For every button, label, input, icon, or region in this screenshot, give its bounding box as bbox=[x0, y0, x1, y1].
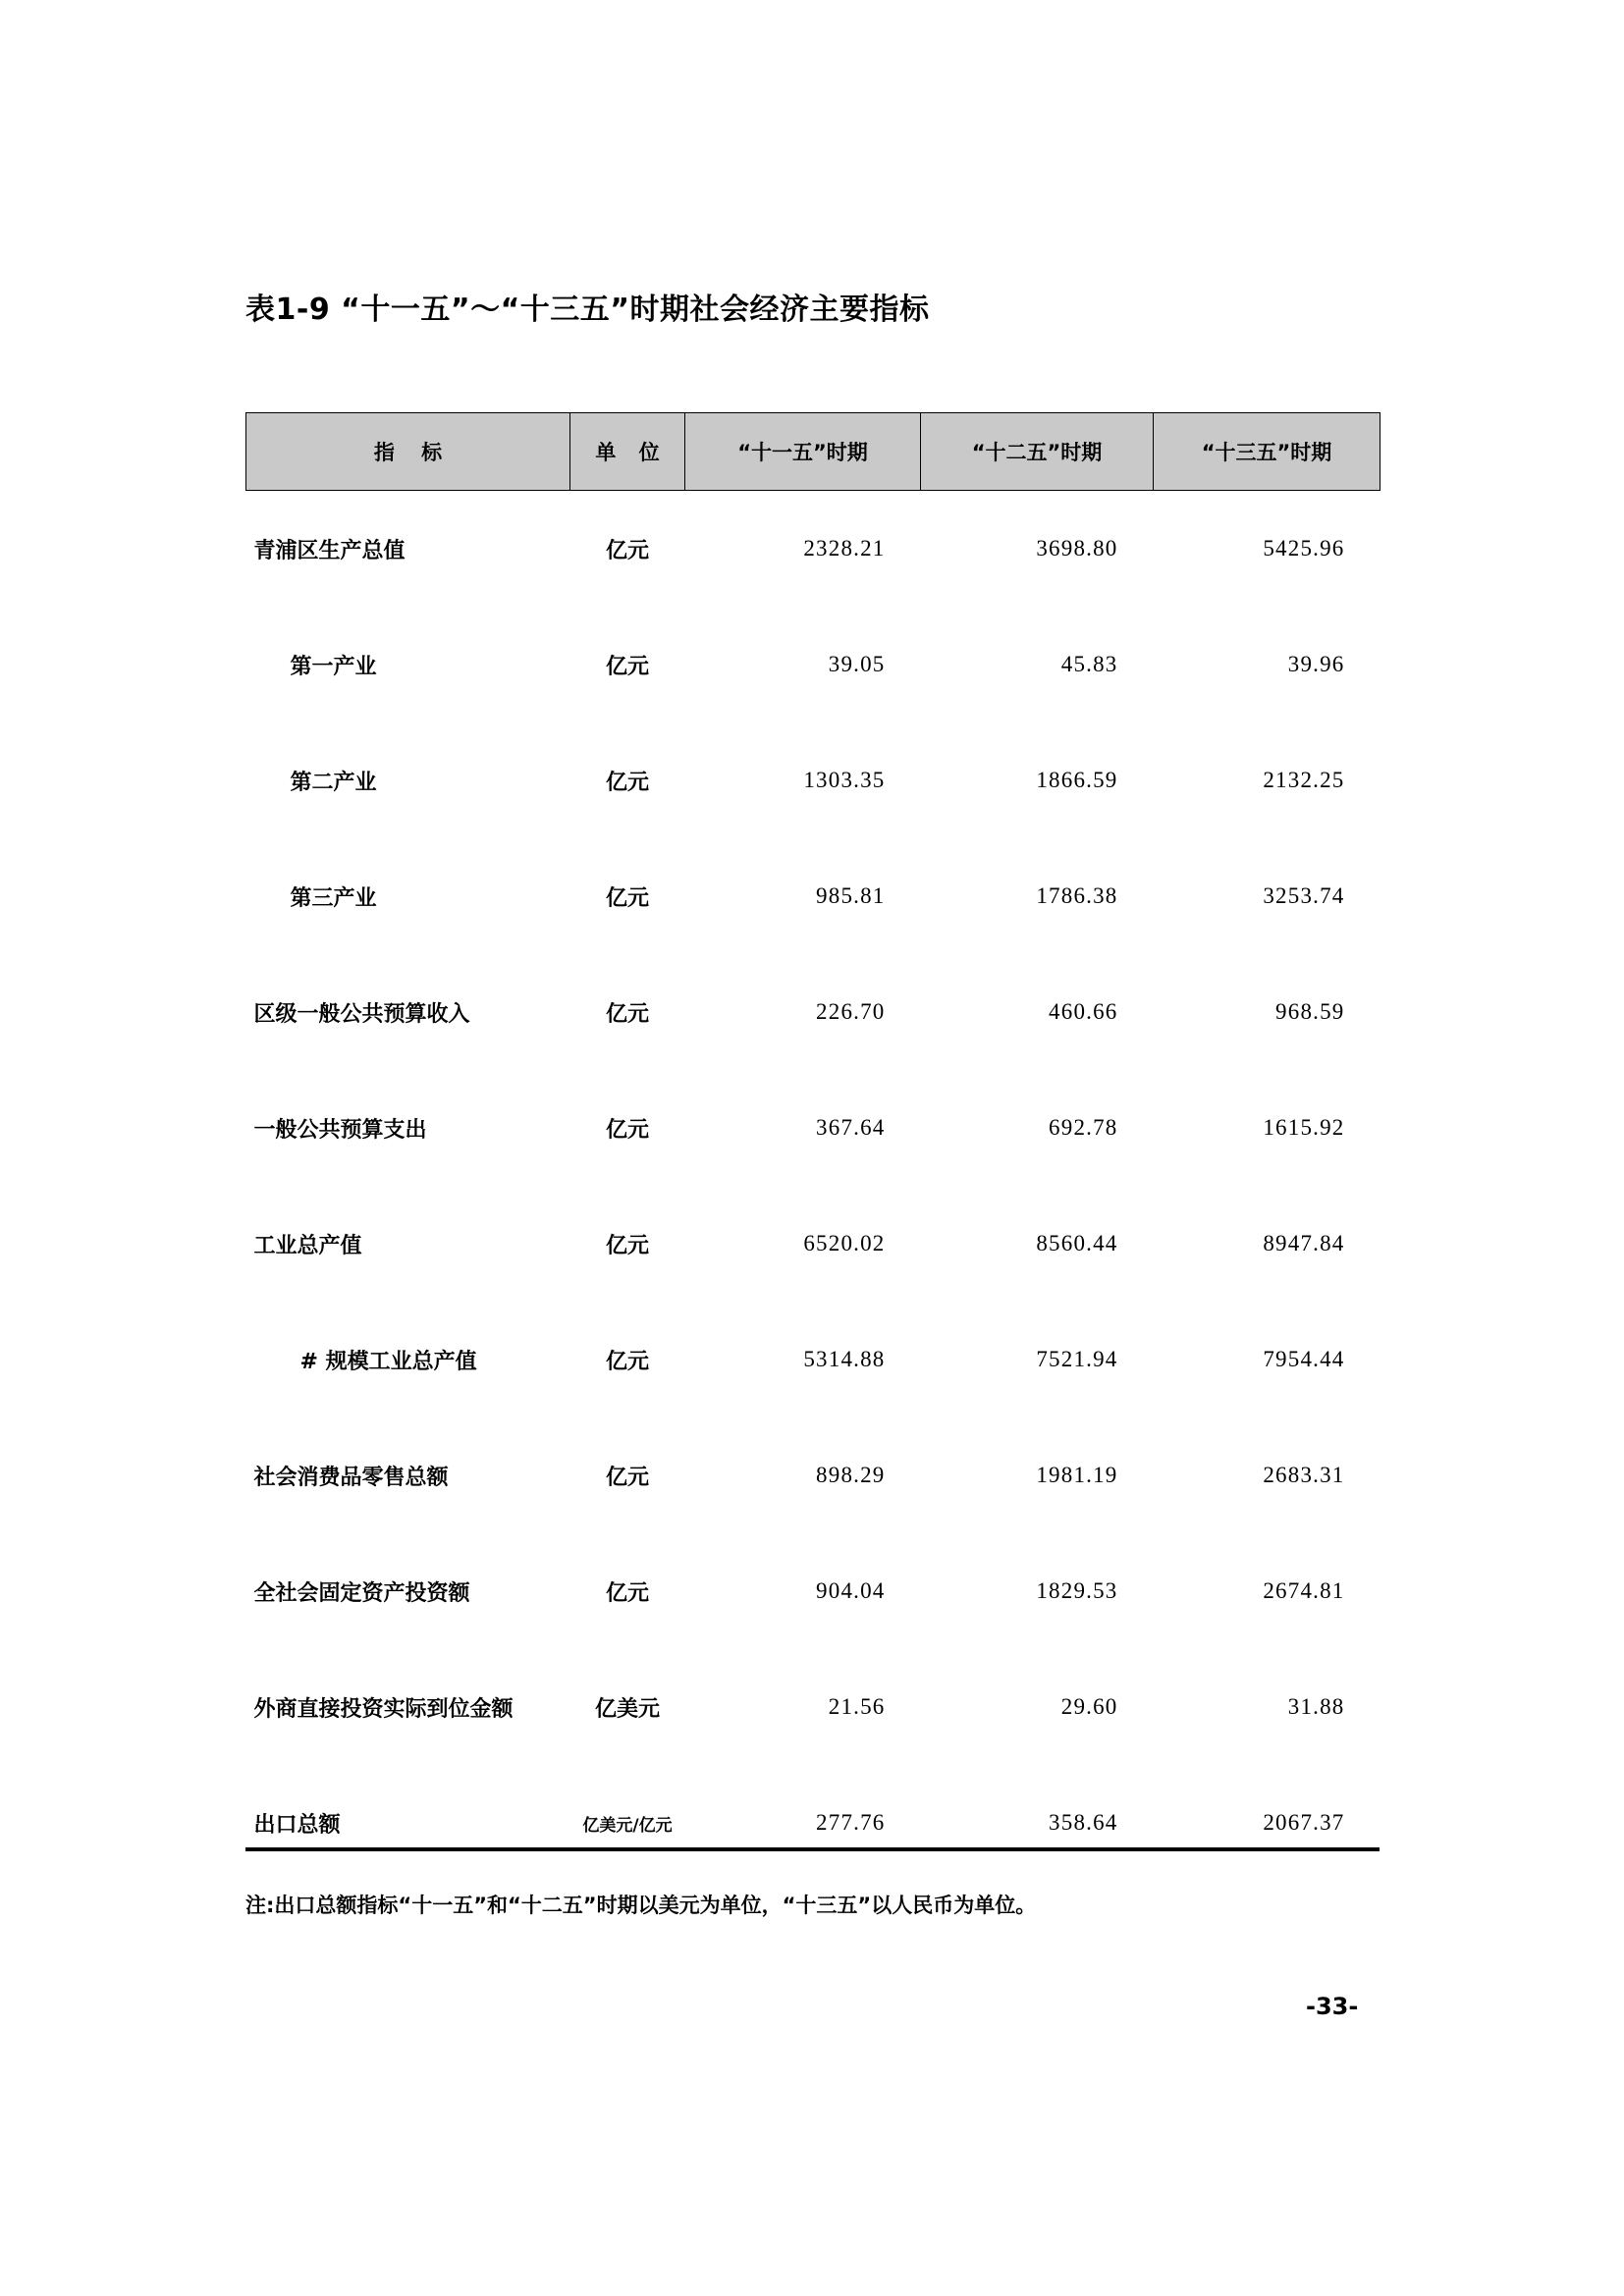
table-header bbox=[246, 413, 1380, 491]
row-label: 全社会固定资产投资额 bbox=[253, 1580, 470, 1606]
table-row bbox=[246, 607, 1380, 722]
row-value-11th: 904.04 bbox=[816, 1578, 886, 1603]
row-label: 工业总产值 bbox=[253, 1233, 362, 1258]
table-row bbox=[246, 1417, 1380, 1533]
column-header-period-12th: “十二五”时期 bbox=[921, 413, 1154, 491]
row-value-11th: 985.81 bbox=[816, 883, 886, 908]
row-unit: 亿元 bbox=[605, 538, 649, 563]
row-unit: 亿美元 bbox=[594, 1696, 660, 1722]
table-row bbox=[246, 1070, 1380, 1186]
row-label: 社会消费品零售总额 bbox=[253, 1465, 449, 1490]
row-value-11th: 898.29 bbox=[816, 1463, 886, 1487]
row-label: 第二产业 bbox=[290, 770, 377, 795]
table-note: 注:出口总额指标“十一五”和“十二五”时期以美元为单位，“十三五”以人民币为单位。 bbox=[245, 1894, 1037, 1917]
row-value-13th: 31.88 bbox=[1287, 1694, 1345, 1719]
column-header-period-11th: “十一五”时期 bbox=[685, 413, 921, 491]
row-value-13th: 2067.37 bbox=[1263, 1810, 1345, 1835]
table-header-row bbox=[246, 413, 1380, 491]
row-label: 一般公共预算支出 bbox=[253, 1117, 427, 1143]
row-unit: 亿元 bbox=[605, 654, 649, 679]
row-unit: 亿美元/亿元 bbox=[582, 1815, 673, 1836]
row-value-12th: 8560.44 bbox=[1036, 1231, 1118, 1255]
row-value-13th: 7954.44 bbox=[1263, 1347, 1345, 1371]
row-value-11th: 367.64 bbox=[816, 1115, 886, 1140]
row-value-12th: 29.60 bbox=[1060, 1694, 1118, 1719]
row-value-13th: 2132.25 bbox=[1263, 768, 1345, 792]
row-value-11th: 6520.02 bbox=[803, 1231, 886, 1255]
row-value-13th: 2683.31 bbox=[1263, 1463, 1345, 1487]
column-header-indicator: 指 标 bbox=[246, 413, 570, 491]
row-unit: 亿元 bbox=[605, 1580, 649, 1606]
page-number: -33- bbox=[1306, 1993, 1359, 2020]
row-value-12th: 45.83 bbox=[1060, 652, 1118, 676]
row-value-12th: 460.66 bbox=[1049, 999, 1118, 1024]
row-value-12th: 1786.38 bbox=[1036, 883, 1118, 908]
row-label: 外商直接投资实际到位金额 bbox=[253, 1696, 514, 1722]
row-value-12th: 1981.19 bbox=[1036, 1463, 1118, 1487]
row-value-11th: 21.56 bbox=[828, 1694, 886, 1719]
table-row bbox=[246, 1533, 1380, 1649]
row-label: 区级一般公共预算收入 bbox=[253, 1001, 470, 1027]
row-value-11th: 5314.88 bbox=[803, 1347, 886, 1371]
row-value-13th: 3253.74 bbox=[1263, 883, 1345, 908]
column-header-unit: 单 位 bbox=[570, 413, 685, 491]
row-value-11th: 1303.35 bbox=[803, 768, 886, 792]
table-row bbox=[246, 838, 1380, 954]
row-label: 出口总额 bbox=[253, 1812, 341, 1838]
row-label: 青浦区生产总值 bbox=[253, 538, 406, 563]
table-row bbox=[246, 1765, 1380, 1881]
row-value-12th: 358.64 bbox=[1049, 1810, 1118, 1835]
row-value-12th: 7521.94 bbox=[1036, 1347, 1118, 1371]
column-header-period-13th: “十三五”时期 bbox=[1154, 413, 1380, 491]
statistics-table bbox=[245, 412, 1380, 1881]
table-body bbox=[246, 491, 1380, 1882]
statistics-table-wrapper bbox=[245, 412, 1380, 1881]
row-unit: 亿元 bbox=[605, 1349, 649, 1374]
row-value-11th: 277.76 bbox=[816, 1810, 886, 1835]
row-unit: 亿元 bbox=[605, 770, 649, 795]
row-value-13th: 8947.84 bbox=[1263, 1231, 1345, 1255]
row-label: 第一产业 bbox=[290, 654, 377, 679]
table-bottom-rule bbox=[245, 1847, 1380, 1851]
row-unit: 亿元 bbox=[605, 1233, 649, 1258]
table-row bbox=[246, 1302, 1380, 1417]
row-value-11th: 39.05 bbox=[828, 652, 886, 676]
row-value-13th: 968.59 bbox=[1275, 999, 1345, 1024]
table-row bbox=[246, 1186, 1380, 1302]
row-value-11th: 2328.21 bbox=[803, 536, 886, 561]
row-unit: 亿元 bbox=[605, 885, 649, 911]
row-label: 第三产业 bbox=[290, 885, 377, 911]
row-value-12th: 1866.59 bbox=[1036, 768, 1118, 792]
row-value-11th: 226.70 bbox=[816, 999, 886, 1024]
table-row bbox=[246, 954, 1380, 1070]
row-unit: 亿元 bbox=[605, 1465, 649, 1490]
row-value-13th: 5425.96 bbox=[1263, 536, 1345, 561]
row-value-13th: 39.96 bbox=[1287, 652, 1345, 676]
row-value-13th: 2674.81 bbox=[1263, 1578, 1345, 1603]
row-unit: 亿元 bbox=[605, 1001, 649, 1027]
row-label: # 规模工业总产值 bbox=[299, 1349, 477, 1374]
table-row bbox=[246, 1649, 1380, 1765]
table-row bbox=[246, 722, 1380, 838]
page-title: 表1-9 “十一五”～“十三五”时期社会经济主要指标 bbox=[245, 293, 930, 327]
row-value-12th: 692.78 bbox=[1049, 1115, 1118, 1140]
table-row bbox=[246, 491, 1380, 608]
row-value-13th: 1615.92 bbox=[1263, 1115, 1345, 1140]
row-value-12th: 3698.80 bbox=[1036, 536, 1118, 561]
row-unit: 亿元 bbox=[605, 1117, 649, 1143]
row-value-12th: 1829.53 bbox=[1036, 1578, 1118, 1603]
